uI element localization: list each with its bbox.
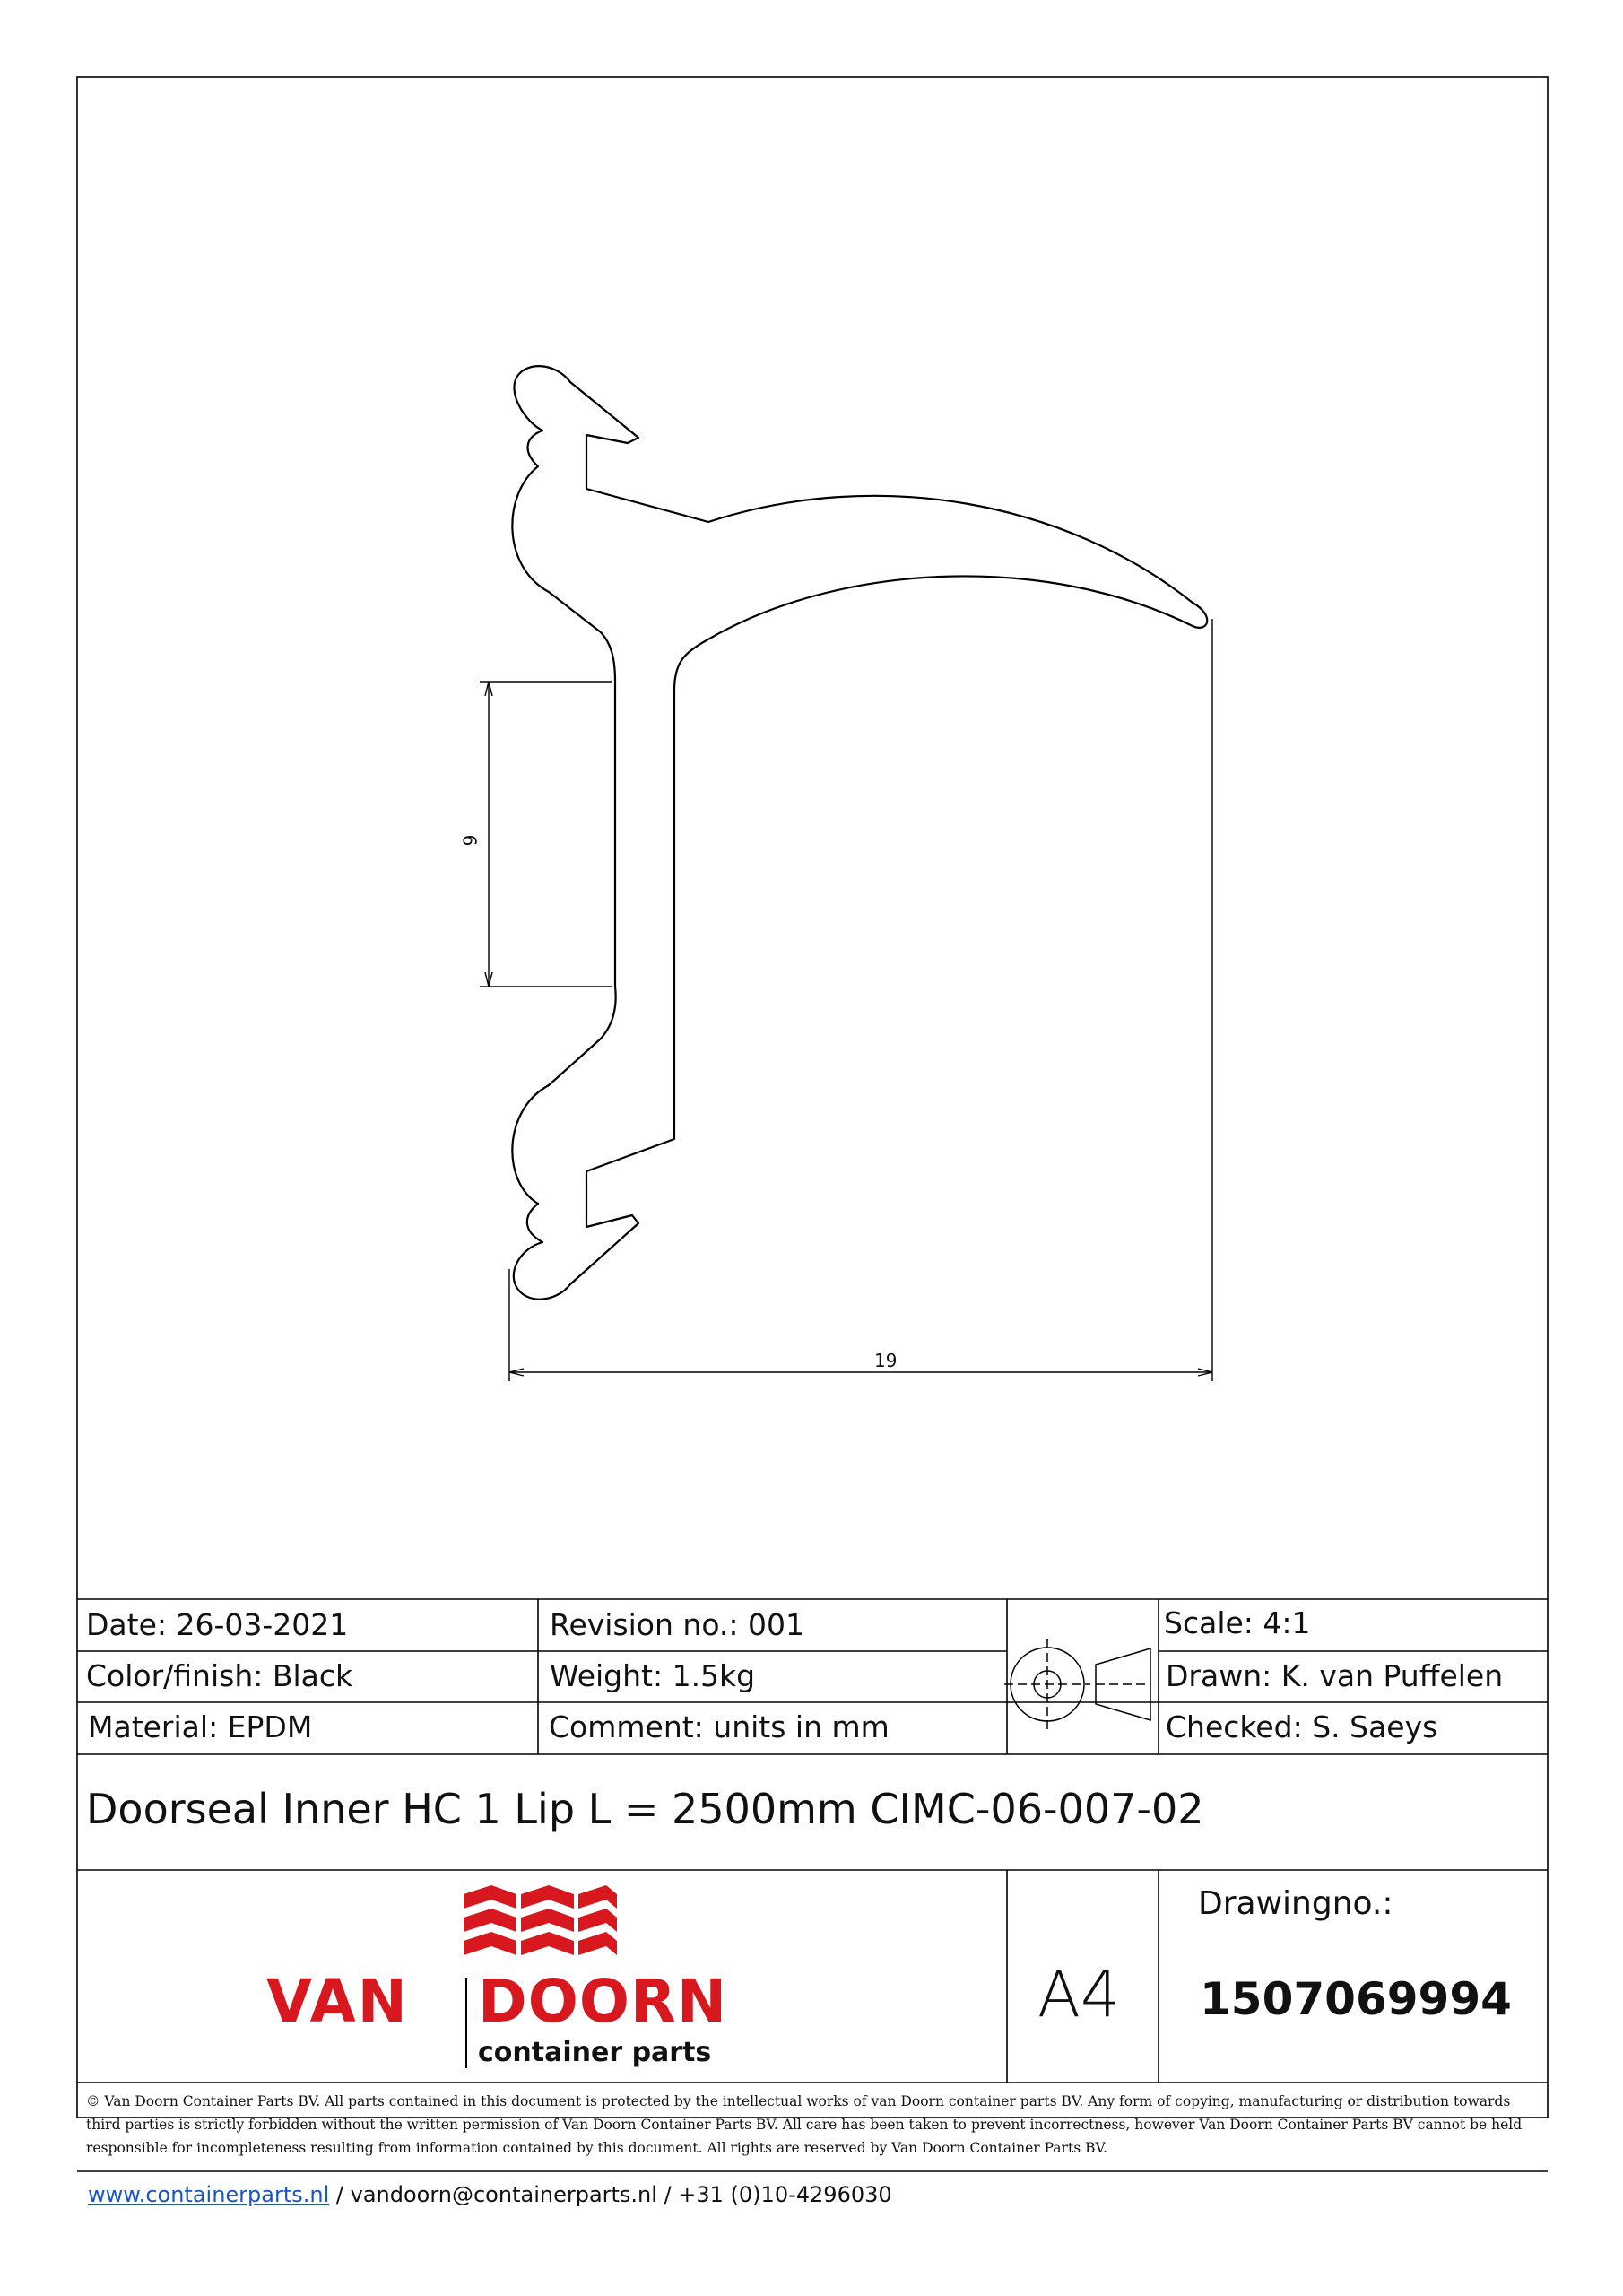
van-doorn-logo-mark-icon [464,1885,617,1955]
dimension-height [480,682,612,987]
contact-details: / vandoorn@containerparts.nl / +31 (0)10-4296030 [329,2182,892,2207]
footer-contact [88,2182,892,2207]
website-link[interactable]: www.containerparts.nl [88,2182,330,2207]
material-field: Material: EPDM [88,1709,313,1744]
drawingno-label: Drawingno.: [1198,1885,1393,1922]
scale-field: Scale: 4:1 [1164,1605,1311,1640]
logo-subtitle: container parts [478,2037,712,2068]
drawing-title: Doorseal Inner HC 1 Lip L = 2500mm CIMC-06-007-02 [86,1785,1204,1833]
comment-field: Comment: units in mm [549,1709,890,1744]
color-finish-field: Color/finish: Black [86,1658,353,1693]
drawing-number: 1507069994 [1200,1973,1512,2025]
logo-brand-left: VAN [266,1967,409,2036]
revision-field: Revision no.: 001 [550,1607,805,1642]
dimension-width-label: 19 [874,1350,898,1371]
seal-profile-outline [512,366,1207,1300]
drawn-field: Drawn: K. van Puffelen [1166,1658,1504,1693]
copyright-notice: © Van Doorn Container Parts BV. All parts contained in this document is protected by the intellectual works of van Doorn container parts BV. Any form of copying, manufacturing or distribution towards third parties is strictly forbidden without the written permission of Van Doorn Container Parts BV. All care has been taken to prevent incorrectness, however Van Doorn Container Parts BV cannot be held responsible for incompleteness resulting from information contained by this document. All rights are reserved by Van Doorn Container Parts BV. [86,2093,1523,2156]
weight-field: Weight: 1.5kg [550,1658,756,1693]
logo-brand-right: DOORN [478,1967,728,2036]
sheet-size: A4 [1037,1958,1121,2031]
date-field: Date: 26-03-2021 [86,1607,349,1642]
checked-field: Checked: S. Saeys [1166,1709,1438,1744]
projection-symbol-icon [1004,1639,1150,1729]
dimension-height-label: 9 [459,834,482,847]
